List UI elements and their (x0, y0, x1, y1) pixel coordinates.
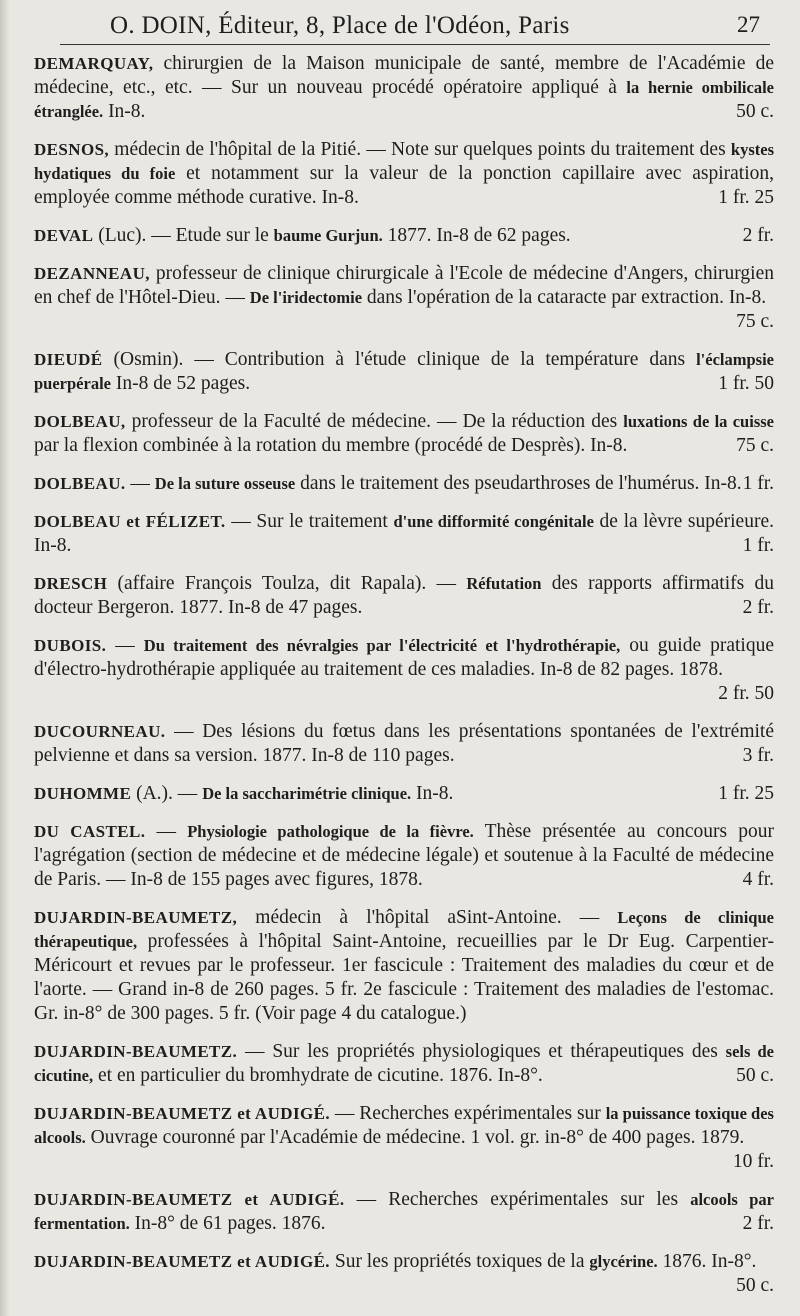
entry-price: 1 fr. (742, 535, 774, 556)
entry-price: 1 fr. 25 (718, 783, 774, 804)
entry-text: (affaire François Toulza, dit Rapala). — (107, 573, 467, 594)
entry-price: 4 fr. (742, 869, 774, 890)
catalogue-entry (0, 472, 800, 496)
entry-keyword: baume Gurjun. (273, 226, 383, 245)
catalogue-entry (0, 1250, 800, 1298)
entry-author: DOLBEAU. (34, 474, 126, 493)
entry-author: DEMARQUAY, (34, 54, 154, 73)
entry-author: DRESCH (34, 574, 108, 593)
entry-price: 1 fr. 25 (718, 187, 774, 208)
entry-author: DEZANNEAU, (34, 264, 150, 283)
entry-author: DIEUDÉ (34, 350, 103, 369)
entry-author: DEVAL (34, 226, 94, 245)
entry-keyword: Leçons de clinique thérapeutique, (34, 908, 774, 951)
entry-text: — Recherches expérimentales sur (330, 1103, 606, 1124)
catalogue-entries (0, 52, 800, 1312)
entry-author: DUJARDIN-BEAUMETZ et AUDIGÉ. (34, 1190, 345, 1209)
entry-author: DUCOURNEAU. (34, 722, 166, 741)
entry-keyword: De la suture osseuse (154, 474, 296, 493)
entry-author: DU CASTEL. (34, 822, 146, 841)
entry-text: — (145, 821, 188, 842)
catalogue-entry (0, 1102, 800, 1174)
entry-price: 1 fr. 50 (718, 373, 774, 394)
entry-text-tail: dans le traitement des pseudarthroses de l'humérus. In-8. (295, 473, 742, 494)
entry-price: 2 fr. (742, 1213, 774, 1234)
entry-text-tail: In-8 de 52 pages. (110, 373, 251, 394)
catalogue-entry (0, 262, 800, 334)
entry-text-tail: ou guide pratique d'électro-hydrothérapie appliquée au traitement de ces maladies. In-8 de 82 pages. 1878. (34, 635, 775, 680)
entry-price: 10 fr. (732, 1151, 774, 1172)
entry-price: 2 fr. 50 (718, 683, 774, 704)
entry-text-tail: par la flexion combinée à la rotation du membre (procédé de Desprès). In-8. (34, 435, 628, 456)
entry-keyword: Du traitement des névralgies par l'électricité et l'hydrothérapie, (143, 636, 621, 655)
entry-text-tail: Thèse présentée au concours pour l'agrégation (section de médecine et de médecine légale) et soutenue à la Faculté de médecine de Paris. — In-8 de 155 pages avec figures, 1878. (34, 821, 774, 890)
entry-text: — (125, 473, 155, 494)
entry-text: professeur de clinique chirurgicale à l'Ecole de médecine d'Angers, chirurgien en chef de l'Hôtel-Dieu. — (34, 263, 774, 308)
catalogue-entry (0, 138, 800, 210)
entry-keyword: glycérine. (589, 1252, 658, 1271)
entry-text: (A.). — (131, 783, 203, 804)
entry-keyword: sels de cicutine, (34, 1042, 774, 1085)
entry-keyword: Physiologie pathologique de la fièvre. (187, 822, 474, 841)
entry-price: 3 fr. (742, 745, 774, 766)
entry-keyword: Réfutation (466, 574, 542, 593)
entry-text-tail: de la lèvre supérieure. In-8. (34, 511, 774, 556)
entry-price: 50 c. (736, 1275, 774, 1296)
catalogue-entry (0, 906, 800, 1026)
entry-author: DOLBEAU, (34, 412, 126, 431)
entry-text-tail: In-8. (103, 101, 146, 122)
entry-keyword: l'éclampsie puerpérale (34, 350, 774, 393)
entry-text-tail: professées à l'hôpital Saint-Antoine, recueillies par le Dr Eug. Carpentier-Méricourt et revues par le professeur. 1er fascicule : Traitement des maladies du cœur et de l'aorte. — Grand in-8 de 260 pages. 5 fr. 2e fascicule : Traitement des maladies de l'estomac. Gr. in-8° de 300 pages. 5 fr. (Voir page 4 du catalogue.) (34, 931, 774, 1024)
catalogue-entry (0, 572, 800, 620)
entry-keyword: kystes hydatiques du foie (34, 140, 774, 183)
entry-author: DUHOMME (34, 784, 132, 803)
entry-text: — Des lésions du fœtus dans les présentations spontanées de l'extrémité pelvienne et dans sa version. 1877. In-8 de 110 pages. (34, 721, 774, 766)
entry-text: — Sur les propriétés physiologiques et thérapeutiques des (237, 1041, 726, 1062)
entry-text: professeur de la Faculté de médecine. — De la réduction des (125, 411, 624, 432)
entry-text: — Sur le traitement (225, 511, 394, 532)
entry-text-tail: 1877. In-8 de 62 pages. (382, 225, 571, 246)
entry-author: DESNOS, (34, 140, 110, 159)
entry-price: 2 fr. (742, 225, 774, 246)
page-number: 27 (737, 12, 760, 37)
entry-text-tail: des rapports affirmatifs du docteur Bergeron. 1877. In-8 de 47 pages. (34, 573, 774, 618)
catalogue-entry (0, 1040, 800, 1088)
catalogue-entry (0, 1188, 800, 1236)
catalogue-entry (0, 348, 800, 396)
publisher-header: O. DOIN, Éditeur, 8, Place de l'Odéon, Paris (110, 12, 570, 39)
entry-author: DOLBEAU et FÉLIZET. (34, 512, 226, 531)
catalogue-entry (0, 224, 800, 248)
entry-author: DUJARDIN-BEAUMETZ, (34, 908, 238, 927)
entry-text: chirurgien de la Maison municipale de santé, membre de l'Académie de médecine, etc., etc. — Sur un nouveau procédé opératoire appliqué à (34, 53, 774, 98)
entry-keyword: alcools par fermentation. (34, 1190, 774, 1233)
entry-text: — Recherches expérimentales sur les (344, 1189, 691, 1210)
entry-keyword: la hernie ombilicale étranglée. (34, 78, 774, 121)
entry-text-tail: In-8. (411, 783, 454, 804)
entry-price: 75 c. (736, 311, 774, 332)
entry-text-tail: Ouvrage couronné par l'Académie de médecine. 1 vol. gr. in-8° de 400 pages. 1879. (85, 1127, 745, 1148)
entry-text-tail: dans l'opération de la cataracte par extraction. In-8. (362, 287, 767, 308)
entry-text: médecin à l'hôpital aSint-Antoine. — (237, 907, 618, 928)
entry-text-tail: 1876. In-8°. (657, 1251, 757, 1272)
page-header (60, 8, 770, 45)
entry-text-tail: et en particulier du bromhydrate de cicutine. 1876. In-8°. (93, 1065, 543, 1086)
catalogue-entry (0, 820, 800, 892)
entry-price: 2 fr. (742, 597, 774, 618)
entry-text: médecin de l'hôpital de la Pitié. — Note sur quelques points du traitement des (109, 139, 731, 160)
entry-text: (Luc). — Etude sur le (93, 225, 274, 246)
entry-keyword: la puissance toxique des alcools. (34, 1104, 774, 1147)
catalogue-entry (0, 720, 800, 768)
entry-author: DUBOIS. (34, 636, 107, 655)
entry-price: 50 c. (736, 1065, 774, 1086)
catalogue-entry (0, 510, 800, 558)
entry-text-tail: In-8° de 61 pages. 1876. (129, 1213, 326, 1234)
entry-keyword: luxations de la cuisse (623, 412, 774, 431)
entry-text: (Osmin). — Contribution à l'étude clinique de la température dans (102, 349, 697, 370)
catalogue-entry (0, 410, 800, 458)
catalogue-entry (0, 52, 800, 124)
entry-author: DUJARDIN-BEAUMETZ. (34, 1042, 238, 1061)
entry-text-tail: et notamment sur la valeur de la ponction capillaire avec aspiration, employée comme méthode curative. In-8. (34, 163, 774, 208)
entry-price: 1 fr. (742, 473, 774, 494)
entry-text: Sur les propriétés toxiques de la (329, 1251, 590, 1272)
catalogue-entry (0, 634, 800, 706)
entry-keyword: d'une difformité congénitale (393, 512, 594, 531)
entry-price: 75 c. (736, 435, 774, 456)
entry-author: DUJARDIN-BEAUMETZ et AUDIGÉ. (34, 1252, 330, 1271)
entry-keyword: De la saccharimétrie clinique. (202, 784, 412, 803)
catalogue-entry (0, 782, 800, 806)
entry-author: DUJARDIN-BEAUMETZ et AUDIGÉ. (34, 1104, 330, 1123)
entry-price: 50 c. (736, 101, 774, 122)
entry-text: — (106, 635, 144, 656)
entry-keyword: De l'iridectomie (249, 288, 363, 307)
